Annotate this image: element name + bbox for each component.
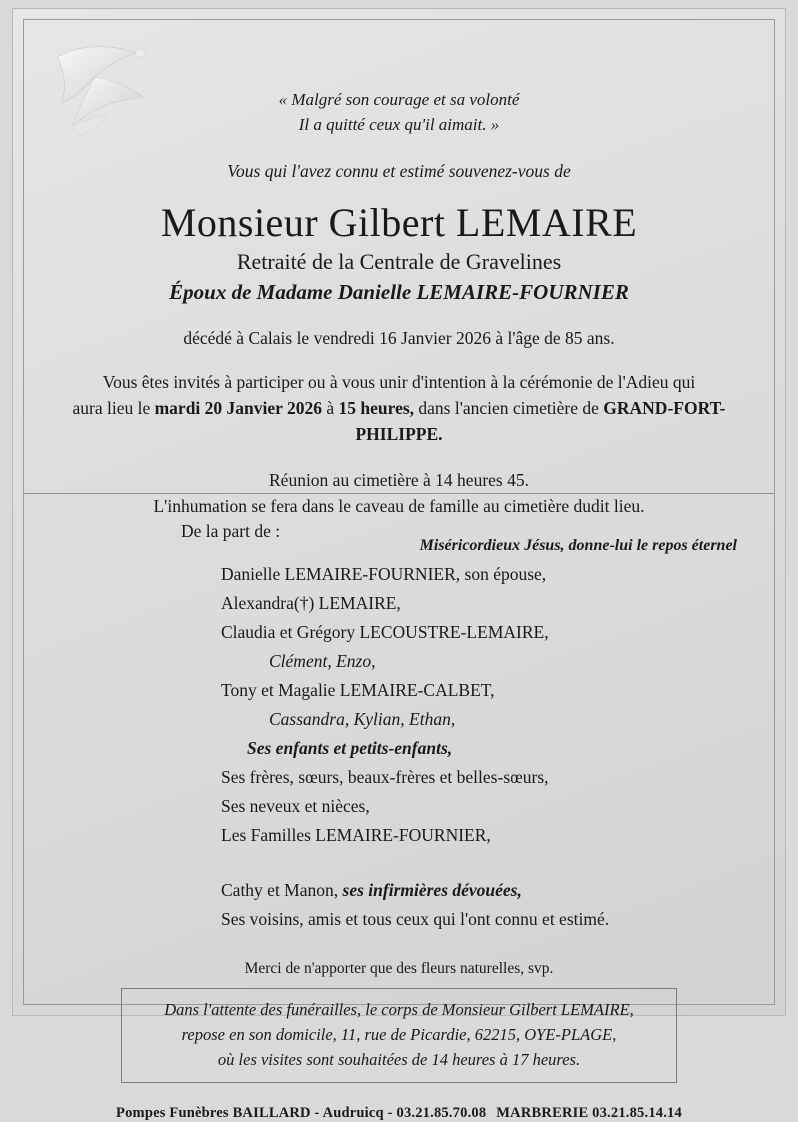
notice-line-1: Dans l'attente des funérailles, le corps de Monsieur Gilbert LEMAIRE,: [164, 1000, 634, 1019]
footer: [41, 1105, 757, 1122]
invitation-post: dans l'ancien cimetière de: [414, 398, 604, 418]
caregivers-line: [221, 876, 757, 905]
list-item: Ses neveux et nièces,: [221, 796, 370, 816]
quote-line-1: « Malgré son courage et sa volonté: [278, 90, 520, 109]
deceased-name: Monsieur Gilbert LEMAIRE: [160, 200, 638, 245]
announcement-card: [12, 8, 786, 1121]
funeral-home-info: Pompes Funèbres BAILLARD - Audruicq - 03.21.85.70.08: [116, 1105, 487, 1121]
invitation-line-2: [47, 395, 751, 447]
lower-section: [13, 509, 785, 1122]
marbrerie-info: MARBRERIE 03.21.85.14.14: [496, 1105, 682, 1121]
list-item: Tony et Magalie LEMAIRE-CALBET,: [221, 680, 495, 700]
notice-line-2: repose en son domicile, 11, rue de Picardie, 62215, OYE-PLAGE,: [181, 1025, 617, 1044]
intro-line: Vous qui l'avez connu et estimé souvenez-vous de: [227, 161, 571, 181]
list-item: Cassandra, Kylian, Ethan,: [269, 709, 456, 729]
list-item: Ses frères, sœurs, beaux-frères et belles-sœurs,: [221, 767, 549, 787]
ceremony-date: mardi 20 Janvier 2026: [154, 398, 322, 418]
invitation-block: [41, 369, 757, 447]
from-label: De la part de :: [181, 521, 281, 541]
caregivers-block: [221, 876, 757, 934]
quote-line-2: Il a quitté ceux qu'il aimait. »: [298, 115, 500, 134]
neighbours-line: Ses voisins, amis et tous ceux qui l'ont connu et estimé.: [221, 909, 610, 929]
ceremony-line-2: L'inhumation se fera dans le caveau de famille au cimetière dudit lieu.: [153, 496, 645, 516]
quote-block: [41, 87, 757, 137]
repose-notice: [121, 988, 677, 1083]
upper-section: [13, 9, 785, 555]
list-item: Claudia et Grégory LECOUSTRE-LEMAIRE,: [221, 622, 549, 642]
list-item: Ses enfants et petits-enfants,: [247, 738, 453, 758]
ceremony-time: 15 heures,: [338, 398, 415, 418]
invitation-line-1: Vous êtes invités à participer ou à vous unir d'intention à la cérémonie de l'Adieu qui: [102, 372, 696, 392]
list-item: Alexandra(†) LEMAIRE,: [221, 593, 401, 613]
invitation-pre: aura lieu le: [72, 398, 155, 418]
spouse-line: Époux de Madame Danielle LEMAIRE-FOURNIER: [169, 280, 629, 304]
family-list: [221, 560, 757, 850]
prayer-line: Miséricordieux Jésus, donne-lui le repos éternel: [419, 537, 737, 554]
list-item: Les Familles LEMAIRE-FOURNIER,: [221, 825, 491, 845]
notice-line-3: où les visites sont souhaitées de 14 heures à 17 heures.: [217, 1050, 581, 1069]
caregivers-names: Cathy et Manon,: [221, 880, 343, 900]
deceased-role: Retraité de la Centrale de Gravelines: [236, 249, 562, 274]
ceremony-line-1: Réunion au cimetière à 14 heures 45.: [269, 470, 529, 490]
list-item: Clément, Enzo,: [269, 651, 376, 671]
ceremony-place: GRAND-FORT-PHILIPPE.: [355, 398, 726, 444]
flowers-note: Merci de n'apporter que des fleurs naturelles, svp.: [244, 960, 554, 977]
list-item: Danielle LEMAIRE-FOURNIER, son épouse,: [221, 564, 547, 584]
invitation-mid: à: [321, 398, 339, 418]
death-line: décédé à Calais le vendredi 16 Janvier 2026 à l'âge de 85 ans.: [183, 328, 615, 348]
caregivers-role: ses infirmières dévouées,: [342, 880, 522, 900]
